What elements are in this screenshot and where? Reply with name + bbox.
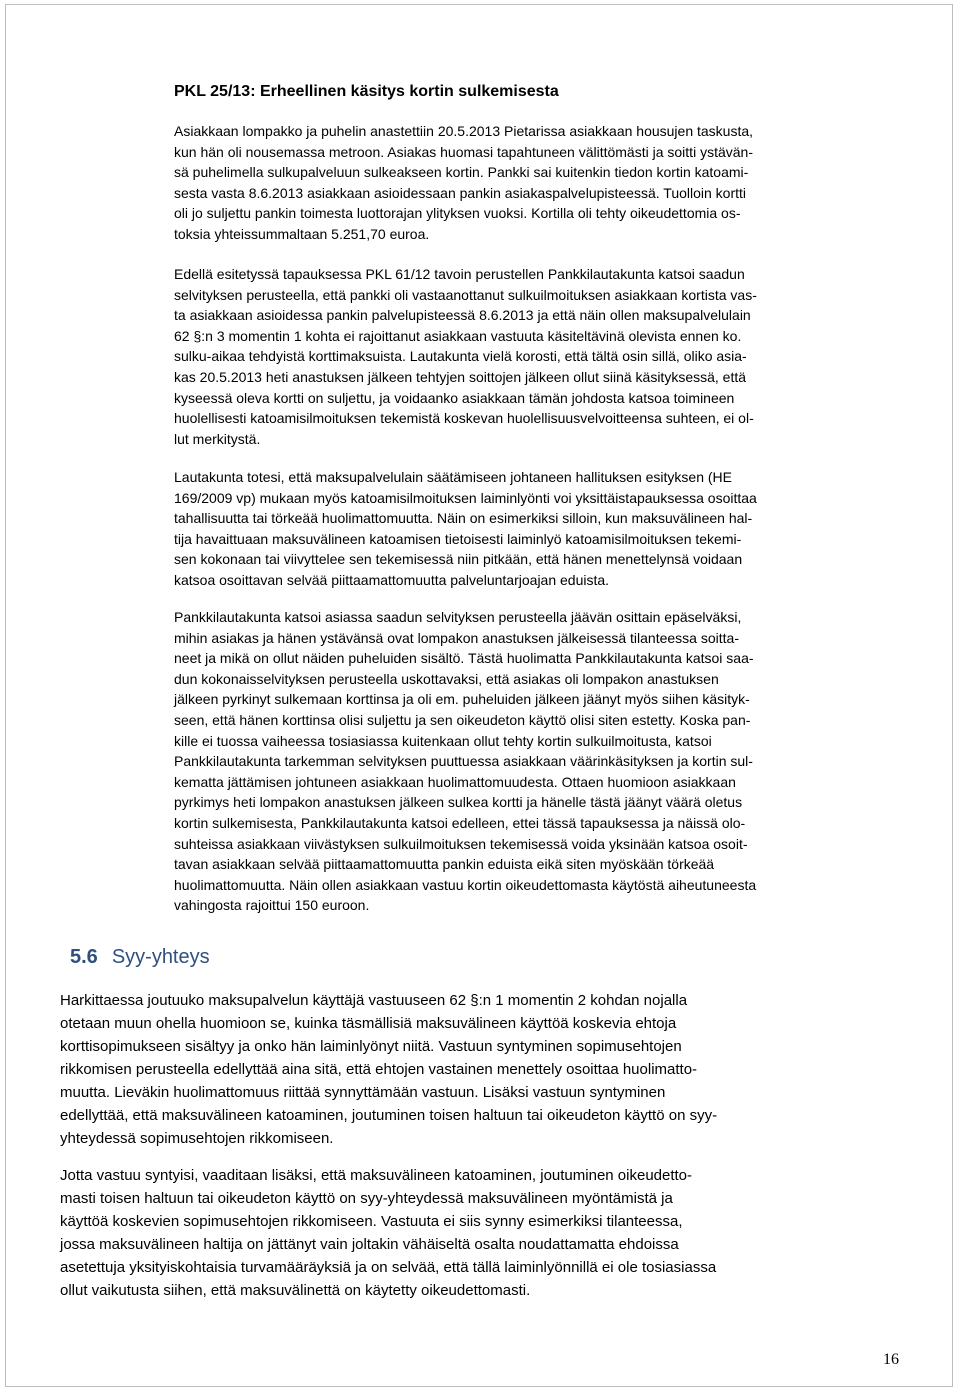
paragraph-legislative-basis [174, 467, 757, 591]
paragraph-causality-1 [60, 989, 717, 1150]
text-line: jälkeen pyrkinyt sulkemaan korttinsa ja oli em. puheluiden jälkeen jäänyt myös siihen käsityk- [174, 691, 750, 708]
paragraph-board-conclusion [174, 607, 756, 916]
text-line: Pankkilautakunta katsoi asiassa saadun selvityksen perusteella jäävän osittain epäselväksi, [174, 609, 742, 625]
text-line: lut merkitystä. [174, 430, 261, 447]
section-heading [70, 944, 210, 970]
text-line: pyrkimys heti lompakon anastuksen jälkeen sulkea kortti ja hänelle tästä jäänyt väärä oletus [174, 794, 743, 811]
page-number: 16 [883, 1351, 899, 1368]
text-line: Edellä esitetyssä tapauksessa PKL 61/12 tavoin perustellen Pankkilautakunta katsoi saadun [174, 266, 745, 282]
text-line: Pankkilautakunta tarkemman selvityksen puuttuessa asiakkaan väärinkäsityksen ja kortin sul- [174, 753, 753, 770]
paragraph-causality-2 [60, 1164, 716, 1302]
text-line: kematta jättämisen johtuneen asiakkaan huolimattomuudesta. Ottaen huomioon asiakkaan [174, 773, 736, 790]
text-line: käyttöä koskevien sopimusehtojen rikkomiseen. Vastuuta ei siis synny esimerkiksi tilanteessa, [60, 1213, 683, 1230]
text-line: ollut vaikutusta siihen, että maksuvälinettä on käytetty oikeudettomasti. [60, 1282, 531, 1299]
text-line: 169/2009 vp) mukaan myös katoamisilmoituksen laiminlyönti voi yksittäistapauksessa osoittaa [174, 489, 757, 506]
text-line: kortin sulkemisesta, Pankkilautakunta katsoi edelleen, ettei tässä tapauksessa ja näissä olo- [174, 814, 746, 831]
text-line: sulku-aikaa tehdyistä korttimaksuista. Lautakunta vielä korosti, että tältä osin sillä, oliko asia- [174, 348, 747, 365]
text-line: sen kokonaan tai viivyttelee sen tekemisessä niin pitkään, että hänen menettelynsä voidaan [174, 551, 743, 568]
text-line: otetaan muun ohella huomioon se, kuinka täsmällisiä maksuvälineen käyttöä koskevia ehtoja [60, 1015, 677, 1032]
text-line: tahallisuutta tai törkeää huolimattomuutta. Näin on esimerkiksi silloin, kun maksuvälineen hal- [174, 510, 753, 527]
text-line: sä puhelimella sulkupalveluun sulkeakseen kortin. Pankki sai kuitenkin tiedon kortin katoami- [174, 164, 749, 181]
text-line: vahingosta rajoittui 150 euroon. [174, 897, 370, 914]
text-line: ta asiakkaan asioidessa pankin palvelupisteessä 8.6.2013 ja että näin ollen maksupalvelulain [174, 307, 751, 324]
text-line: 62 §:n 3 momentin 1 kohta ei rajoittanut asiakkaan vastuuta käsiteltävinä olevista ennen ko. [174, 327, 742, 344]
text-line: oli jo suljettu pankin toimesta luottorajan ylityksen vuoksi. Kortilla oli tehty oikeudettomia os- [174, 205, 741, 222]
text-line: neet ja mikä on ollut näiden puheluiden sisältö. Tästä huolimatta Pankkilautakunta katsoi saa- [174, 650, 754, 667]
text-line: kun hän oli nousemassa metroon. Asiakas huomasi tapahtuneen välittömästi ja soitti ystävän- [174, 143, 753, 160]
text-line: korttisopimukseen sisältyy ja onko hän laiminlyönyt niitä. Vastuun syntyminen sopimusehtojen [60, 1038, 682, 1055]
case-heading: PKL 25/13: Erheellinen käsitys kortin sulkemisesta [174, 83, 559, 100]
text-line: rikkomisen perusteella edellyttää aina sitä, että ehtojen vastainen menettely osoittaa huolimatto- [60, 1061, 698, 1078]
text-line: jossa maksuvälineen haltija on jättänyt vain joltakin vähäiseltä osalta noudattamatta ehdoissa [60, 1236, 679, 1253]
paragraph-board-decision [174, 264, 757, 449]
text-line: kille ei tuossa vaiheessa tosiasiassa kuitenkaan ollut tehty kortin sulkuilmoitusta, katsoi [174, 732, 712, 749]
text-line: edellyttää, että maksuvälineen katoaminen, joutuminen toisen haltuun tai oikeudeton käyttö on syy- [60, 1107, 718, 1124]
section-number: 5.6 [70, 946, 98, 968]
text-line: sesta vasta 8.6.2013 asiakkaan asioidessaan pankin asiakaspalvelupisteessä. Tuolloin kortti [174, 184, 747, 201]
text-line: Jotta vastuu syntyisi, vaaditaan lisäksi, että maksuvälineen katoaminen, joutuminen oikeudetto- [60, 1167, 693, 1184]
text-line: kyseessä oleva kortti on suljettu, ja voidaanko asiakkaan tämän johdosta katsoa toimineen [174, 389, 735, 406]
text-line: selvityksen perusteella, että pankki oli vastaanottanut sulkuilmoituksen asiakkaan kortista vas- [174, 286, 757, 303]
text-line: tija havaittuaan maksuvälineen katoamisen tietoisesti laiminlyö katoamisilmoituksen tekemi- [174, 530, 742, 547]
text-line: asetettuja yksityiskohtaisia turvamääräyksiä ja on selvää, että tällä laiminlyönnillä ei ole tosiasiassa [60, 1259, 717, 1276]
text-line: muutta. Lieväkin huolimattomuus riittää synnyttämään vastuun. Lisäksi vastuun syntyminen [60, 1084, 666, 1101]
section-title: Syy-yhteys [111, 946, 210, 968]
text-line: mihin asiakas ja hänen ystävänsä ovat lompakon anastuksen jälkeisessä tilanteessa soitta- [174, 629, 739, 646]
text-line: dun kokonaisselvityksen perusteella uskottavaksi, että asiakas oli lompakon anastuksen [174, 670, 719, 687]
text-line: huolellisesti katoamisilmoituksen tekemistä koskevan huolellisuusvelvoitteensa suhteen, ei ol- [174, 410, 754, 427]
text-line: masti toisen haltuun tai oikeudeton käyttö on syy-yhteydessä maksuvälineen myöntämistä ja [60, 1190, 673, 1207]
text-line: kas 20.5.2013 heti anastuksen jälkeen tehtyjen soittojen jälkeen ollut siinä käsityksessä, että [174, 368, 747, 385]
text-line: toksia yhteissummaltaan 5.251,70 euroa. [174, 225, 430, 242]
text-line: seen, että hänen korttinsa olisi suljettu ja sen oikeudeton käyttö olisi siten estetty. Koska pan- [174, 711, 751, 728]
text-line: tavan asiakkaan selvää piittaamattomuutta pankin eduista eikä siten myöskään törkeää [174, 856, 715, 873]
text-line: katsoa osoittavan selvää piittaamattomuutta palveluntarjoajan eduista. [174, 571, 610, 588]
text-line: Asiakkaan lompakko ja puhelin anastettiin 20.5.2013 Pietarissa asiakkaan housujen taskusta, [174, 123, 754, 139]
text-line: yhteydessä sopimusehtojen rikkomiseen. [60, 1130, 334, 1147]
text-line: Lautakunta totesi, että maksupalvelulain säätämiseen johtaneen hallituksen esityksen (HE [174, 469, 732, 485]
text-line: Harkittaessa joutuuko maksupalvelun käyttäjä vastuuseen 62 §:n 1 momentin 2 kohdan nojalla [60, 992, 688, 1009]
text-line: huolimattomuutta. Näin ollen asiakkaan vastuu kortin oikeudettomasta käytöstä aiheutuneesta [174, 876, 757, 893]
text-line: suhteissa asiakkaan viivästyksen sulkuilmoituksen tekemisessä voida yksinään katsoa osoit- [174, 835, 748, 852]
paragraph-case-facts [174, 121, 753, 245]
